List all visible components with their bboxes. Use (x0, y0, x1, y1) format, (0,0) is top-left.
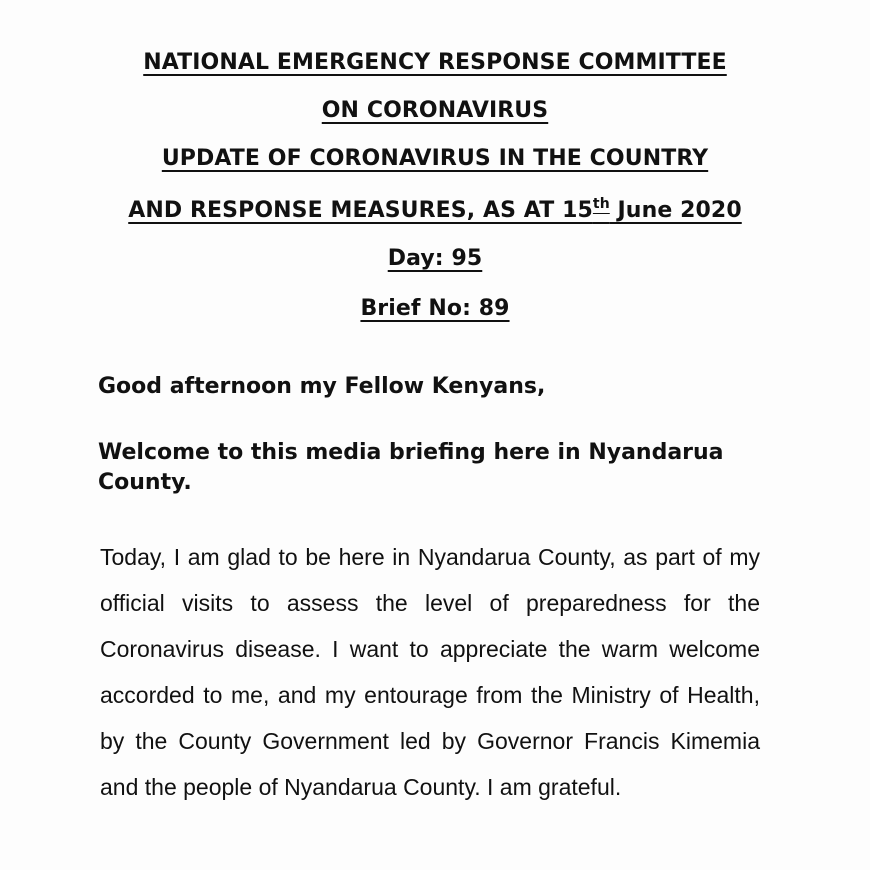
opening-paragraph: Today, I am glad to be here in Nyandarua County, as part of my official visits to assess the level of preparedness for the Coronavirus disease. I want to appreciate the warm welcome accorded to me, and my entourage from the Ministry of Health, by the County Government led by Governor Francis Kimemia and the people of Nyandarua County. I am grateful. (100, 544, 760, 800)
brief-number: Brief No: 89 (360, 296, 510, 321)
committee-subtitle: ON CORONAVIRUS (321, 98, 549, 123)
welcome-statement: Welcome to this media briefing here in Nyandarua County. (98, 440, 724, 495)
update-title-line-2 (0, 196, 870, 223)
update-date-prefix: AND RESPONSE MEASURES, AS AT 15 (128, 198, 593, 223)
update-date-superscript: th (592, 196, 610, 212)
update-title-line-1: UPDATE OF CORONAVIRUS IN THE COUNTRY (161, 146, 709, 171)
day-number: Day: 95 (387, 246, 483, 271)
update-date-suffix: June 2020 (609, 198, 742, 223)
committee-title: NATIONAL EMERGENCY RESPONSE COMMITTEE (143, 50, 727, 75)
greeting: Good afternoon my Fellow Kenyans, (98, 374, 546, 399)
